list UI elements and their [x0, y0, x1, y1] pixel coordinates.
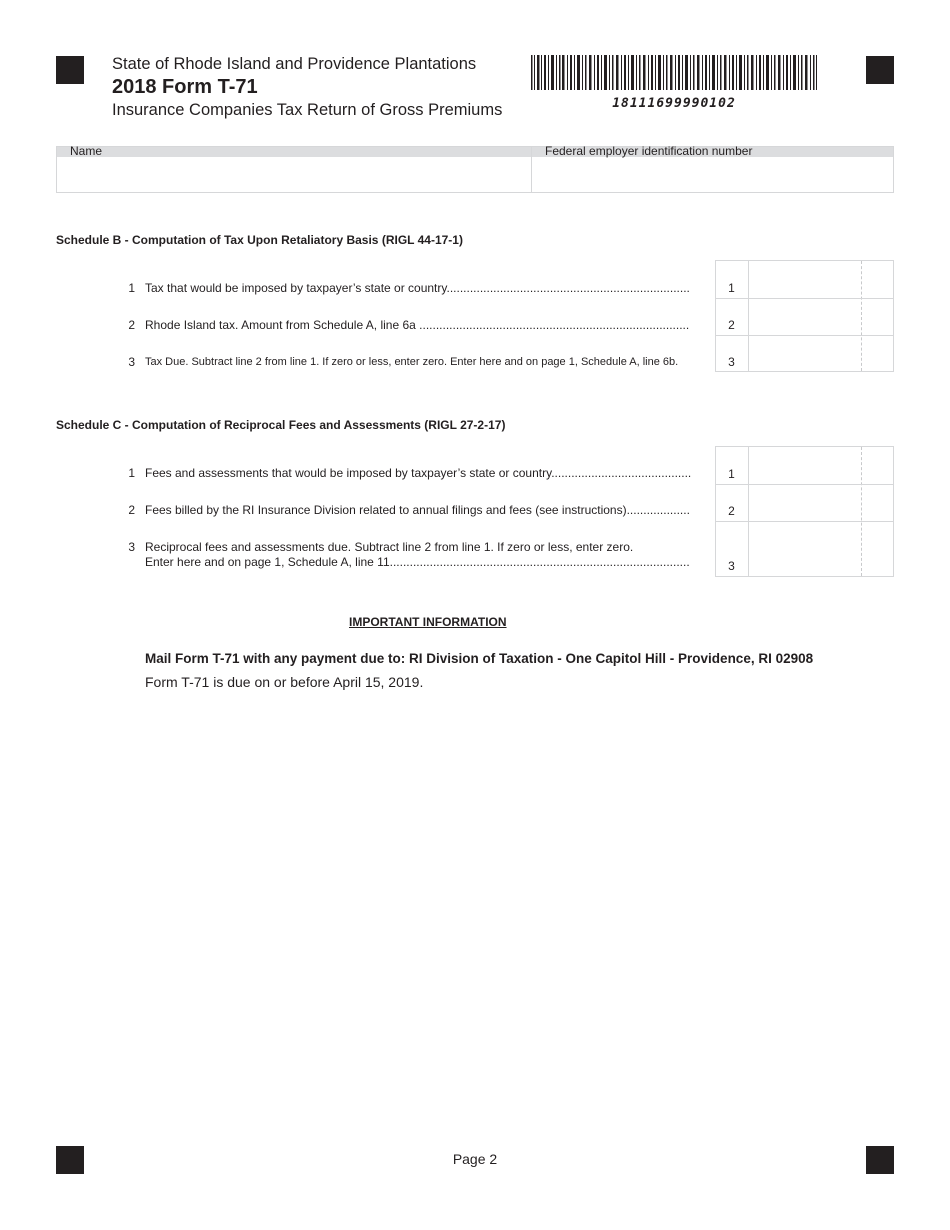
schedule-b-line-2-text: Rhode Island tax. Amount from Schedule A, line 6a ................................................................................. [145, 318, 690, 332]
schedule-b-line-3-amount[interactable] [750, 336, 892, 370]
barcode [531, 55, 817, 90]
registration-mark-top-left [56, 56, 84, 84]
schedule-c-line-2-amount[interactable] [750, 485, 892, 519]
schedule-c-line-number: 1 [128, 466, 135, 480]
form-title: 2018 Form T-71 [112, 76, 258, 98]
fein-label: Federal employer identification number [545, 144, 753, 158]
page-number: Page 2 [452, 1151, 498, 1167]
schedule-b-box-number: 3 [728, 355, 735, 369]
schedule-b-line-1-text: Tax that would be imposed by taxpayer’s state or country......................................................................... [145, 281, 690, 295]
important-information-heading: IMPORTANT INFORMATION [349, 615, 507, 629]
schedule-c-line-2-text: Fees billed by the RI Insurance Division related to annual filings and fees (see instructions)................... [145, 503, 690, 517]
schedule-c-box-number: 2 [728, 504, 735, 518]
schedule-b-line-number: 1 [128, 281, 135, 295]
schedule-b-title: Schedule B - Computation of Tax Upon Retaliatory Basis (RIGL 44-17-1) [56, 233, 463, 247]
schedule-b-line-number: 2 [128, 318, 135, 332]
schedule-c-line-number: 3 [128, 540, 135, 554]
schedule-b-line-3-text: Tax Due. Subtract line 2 from line 1. If zero or less, enter zero. Enter here and on page 1, Schedule A, line 6b. [145, 356, 679, 368]
state-name: State of Rhode Island and Providence Plantations [112, 55, 477, 73]
due-date-note: Form T-71 is due on or before April 15, 2019. [145, 674, 424, 690]
schedule-b-line-2-amount[interactable] [750, 299, 892, 333]
registration-mark-top-right [866, 56, 894, 84]
schedule-c-box-number: 3 [728, 559, 735, 573]
schedule-b-box-number: 2 [728, 318, 735, 332]
barcode-number: 18111699990102 [612, 96, 736, 111]
schedule-c-line-3-text-continued: Enter here and on page 1, Schedule A, line 11.......................................................................................... [145, 555, 690, 569]
schedule-c-line-number: 2 [128, 503, 135, 517]
mailing-instructions: Mail Form T-71 with any payment due to: RI Division of Taxation - One Capitol Hill - Providence, RI 02908 [145, 651, 814, 666]
schedule-b-line-1-amount[interactable] [750, 262, 892, 296]
schedule-c-line-1-amount[interactable] [750, 448, 892, 482]
fein-field[interactable] [533, 158, 893, 192]
schedule-c-line-1-text: Fees and assessments that would be imposed by taxpayer’s state or country.......................................... [145, 466, 692, 480]
schedule-c-line-3-amount[interactable] [750, 522, 892, 575]
name-label: Name [70, 144, 103, 158]
schedule-c-line-3-text: Reciprocal fees and assessments due. Subtract line 2 from line 1. If zero or less, enter zero. [145, 540, 634, 554]
schedule-c-box-number: 1 [728, 467, 735, 481]
form-subtitle: Insurance Companies Tax Return of Gross Premiums [112, 101, 503, 119]
schedule-c-title: Schedule C - Computation of Reciprocal Fees and Assessments (RIGL 27-2-17) [56, 418, 506, 432]
schedule-b-box-number: 1 [728, 281, 735, 295]
schedule-b-line-number: 3 [128, 355, 135, 369]
id-fields-divider [531, 146, 532, 193]
name-field[interactable] [57, 158, 530, 192]
